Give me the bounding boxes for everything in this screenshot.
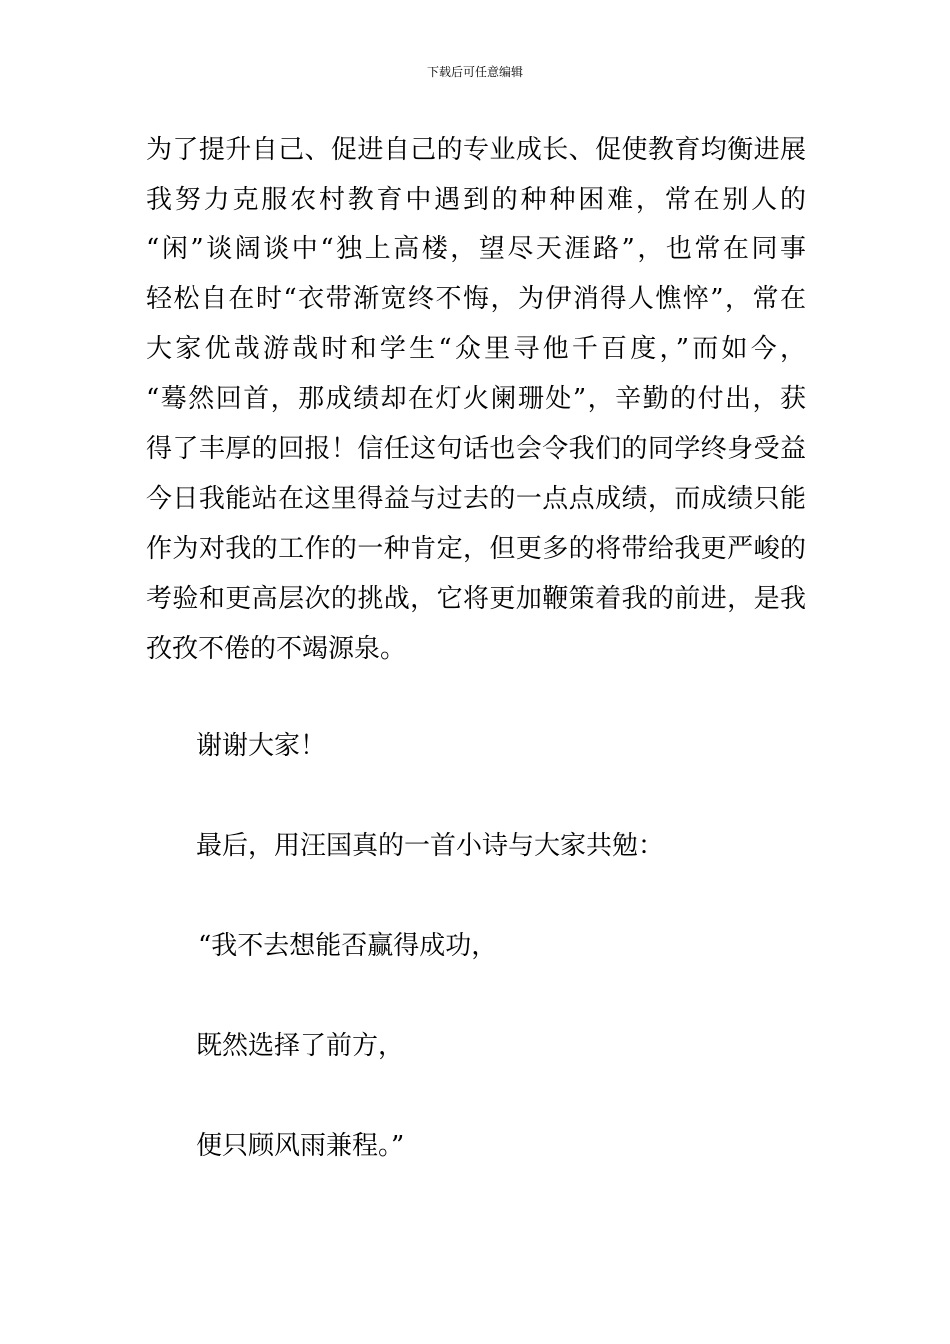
poem-line: 便只顾风雨兼程。” <box>196 1131 405 1161</box>
thanks-line: 谢谢大家！ <box>196 731 327 761</box>
body-line: 大家优哉游哉时和学生“众里寻他千百度，”而如今， <box>146 334 806 364</box>
poem-line: 既然选择了前方， <box>196 1031 405 1061</box>
body-line: 轻松自在时“衣带渐宽终不悔，为伊消得人憔悴”，常在 <box>146 284 806 314</box>
body-line: 今日我能站在这里得益与过去的一点点成绩，而成绩只能 <box>146 484 806 514</box>
page-header: 下载后可任意编辑 <box>426 65 523 79</box>
body-line: 我努力克服农村教育中遇到的种种困难，常在别人的 <box>146 185 806 215</box>
body-line: 得了丰厚的回报！信任这句话也会令我们的同学终身受益 <box>146 434 806 464</box>
body-line: 为了提升自己、促进自己的专业成长、促使教育均衡进展 <box>146 135 806 165</box>
body-line: 考验和更高层次的挑战，它将更加鞭策着我的前进，是我 <box>146 584 806 614</box>
body-line: “闲”谈阔谈中“独上高楼，望尽天涯路”，也常在同事 <box>146 234 806 264</box>
body-line: 作为对我的工作的一种肯定，但更多的将带给我更严峻的 <box>146 534 806 564</box>
body-line: “蓦然回首，那成绩却在灯火阑珊处”，辛勤的付出，获 <box>146 384 806 414</box>
poem-line: “我不去想能否赢得成功， <box>198 931 498 961</box>
closing-intro: 最后，用汪国真的一首小诗与大家共勉： <box>196 831 665 861</box>
body-line: 孜孜不倦的不竭源泉。 <box>146 634 407 664</box>
